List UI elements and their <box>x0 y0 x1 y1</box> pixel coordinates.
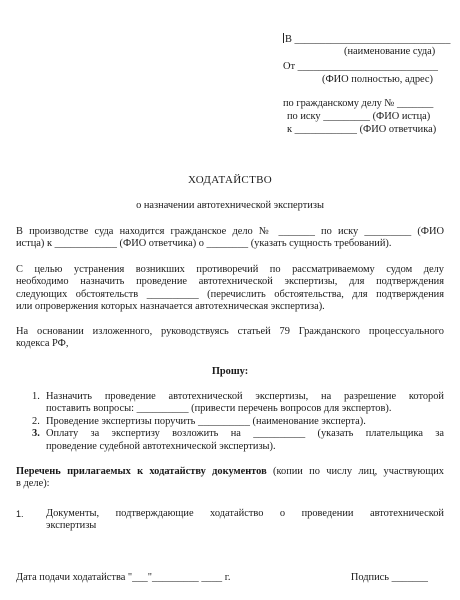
list-item-line: проведение судебной автотехнической экспертизы). <box>46 440 276 452</box>
court-line: В ______________________________ <box>285 34 451 45</box>
attachments-heading-rest: (копии по числу лиц, участвующих <box>266 466 444 477</box>
submission-date-line: Дата подачи ходатайства "___"_________ ____ г. <box>16 572 231 583</box>
paragraph-line: С целью устранения возникших противоречий по рассматриваемому судом делу <box>16 264 444 275</box>
list-item-line: поставить вопросы: __________ (привести перечень вопросов для экспертов). <box>46 403 392 415</box>
from-line: От ___________________________ <box>283 61 438 72</box>
list-item <box>16 391 444 416</box>
from-caption: (ФИО полностью, адрес) <box>322 74 433 85</box>
paragraph-legal-basis <box>16 326 444 351</box>
list-item-line: Оплату за экспертизу возложить на __________ (указать плательщика за <box>46 428 444 440</box>
signature-line: Подпись _______ <box>350 572 428 583</box>
attachments-heading <box>16 466 444 491</box>
paragraph-case-info <box>16 226 444 251</box>
paragraph-line: На основании изложенного, руководствуясь статьей 79 Гражданского процессуального <box>16 326 444 337</box>
paragraph-line: или опровержения которых назначается автотехническая экспертиза). <box>16 301 325 313</box>
claim-line: по иску _________ (ФИО истца) <box>287 111 431 122</box>
paragraph-line: истца) к ____________ (ФИО ответчика) о ________ (указать сущность требований). <box>16 238 392 250</box>
list-item-number: 3. <box>32 428 40 440</box>
case-number-line: по гражданскому делу № _______ <box>283 98 434 109</box>
attachment-item-line: экспертизы <box>46 520 97 532</box>
document-subtitle: о назначении автотехнической экспертизы <box>136 200 324 211</box>
paragraph-line: следующих обстоятельств __________ (перечислить обстоятельства, для подтверждения <box>16 288 444 300</box>
attachment-item <box>16 508 444 533</box>
paragraph-reason <box>16 264 444 314</box>
request-heading: Прошу: <box>211 366 249 377</box>
paragraph-line: необходимо назначить проведение автотехнической экспертизы, для подтверждения <box>16 276 444 288</box>
attachments-heading-bold: Перечень прилагаемых к ходатайству документов <box>16 466 267 477</box>
list-item-line: Проведение экспертизы поручить __________ (наименование эксперта). <box>46 415 366 427</box>
document-title: ХОДАТАЙСТВО <box>188 174 272 186</box>
list-item-number: 2. <box>32 415 40 427</box>
list-item <box>16 416 444 428</box>
paragraph-line: В производстве суда находится гражданское дело № _______ по иску _________ (ФИО <box>16 226 444 237</box>
list-item-number: 1. <box>32 391 40 402</box>
text-cursor <box>283 33 284 43</box>
list-item <box>16 428 444 453</box>
court-caption: (наименование суда) <box>344 46 436 57</box>
request-list <box>16 391 444 453</box>
defendant-line: к ____________ (ФИО ответчика) <box>287 124 437 135</box>
attachment-item-line: Документы, подтверждающие ходатайство о проведении автотехнической <box>46 508 444 519</box>
paragraph-line: кодекса РФ, <box>16 338 69 350</box>
list-item-line: Назначить проведение автотехнической экспертизы, на разрешение которой <box>46 391 444 402</box>
attachment-item-number: 1. <box>16 509 24 519</box>
attachments-heading-line2: в деле): <box>16 478 50 490</box>
